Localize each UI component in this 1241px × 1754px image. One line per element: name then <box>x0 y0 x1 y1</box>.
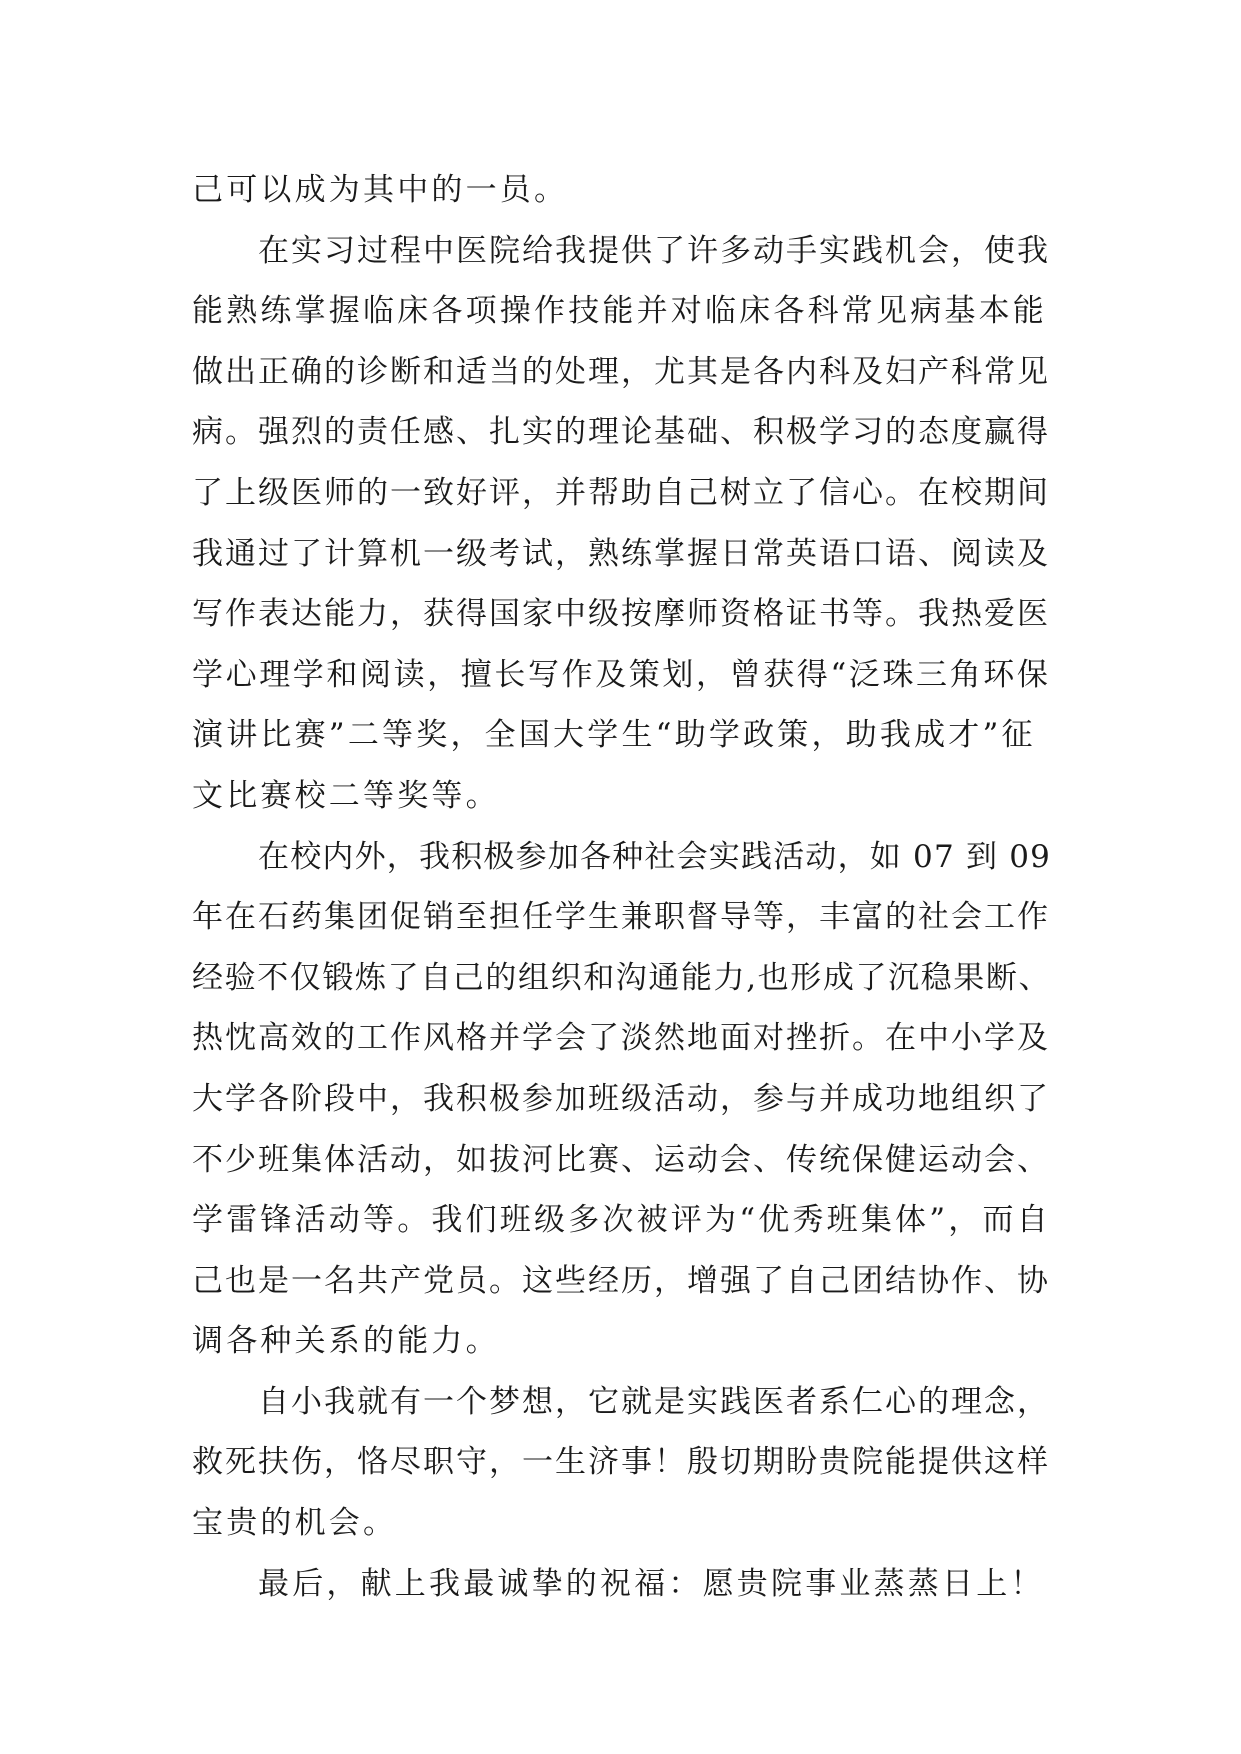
document-body <box>192 160 1052 1614</box>
text-line: 救死扶伤，恪尽职守，一生济事！殷切期盼贵院能提供这样 <box>192 1444 1050 1481</box>
text-line: 己可以成为其中的一员。 <box>192 172 569 208</box>
text-line: 年在石药集团促销至担任学生兼职督导等，丰富的社会工作 <box>192 899 1050 936</box>
text-line: 学心理学和阅读，擅长写作及策划，曾获得“泛珠三角环保 <box>192 656 1051 693</box>
text-line: 能熟练掌握临床各项操作技能并对临床各科常见病基本能 <box>192 293 1047 330</box>
text-line: 我通过了计算机一级考试，熟练掌握日常英语口语、阅读及 <box>192 535 1050 572</box>
text-line: 调各种关系的能力。 <box>192 1323 500 1360</box>
text-line: 病。强烈的责任感、扎实的理论基础、积极学习的态度赢得 <box>192 414 1050 451</box>
text-line: 自小我就有一个梦想，它就是实践医者系仁心的理念， <box>258 1383 1050 1420</box>
text-line: 学雷锋活动等。我们班级多次被评为“优秀班集体”，而自 <box>192 1202 1051 1239</box>
text-line: 文比赛校二等奖等。 <box>192 777 500 814</box>
text-line: 热忱高效的工作风格并学会了淡然地面对挫折。在中小学及 <box>192 1020 1050 1057</box>
text-line: 宝贵的机会。 <box>192 1505 398 1542</box>
text-line: 经验不仅锻炼了自己的组织和沟通能力,也形成了沉稳果断、 <box>192 959 1052 996</box>
text-line: 演讲比赛”二等奖，全国大学生“助学政策，助我成才”征 <box>192 717 1036 754</box>
text-line: 己也是一名共产党员。这些经历，增强了自己团结协作、协 <box>192 1262 1050 1299</box>
text-line: 在实习过程中医院给我提供了许多动手实践机会，使我 <box>258 232 1050 269</box>
text-line: 了上级医师的一致好评，并帮助自己树立了信心。在校期间 <box>192 474 1050 511</box>
text-line: 做出正确的诊断和适当的处理，尤其是各内科及妇产科常见 <box>192 353 1050 390</box>
text-line: 写作表达能力，获得国家中级按摩师资格证书等。我热爱医 <box>192 596 1050 633</box>
text-line: 最后，献上我最诚挚的祝福：愿贵院事业蒸蒸日上！ <box>258 1565 1045 1602</box>
text-line: 不少班集体活动，如拔河比赛、运动会、传统保健运动会、 <box>192 1141 1050 1178</box>
text-line: 大学各阶段中，我积极参加班级活动，参与并成功地组织了 <box>192 1080 1050 1117</box>
text-line: 在校内外，我积极参加各种社会实践活动，如 07 到 09 <box>258 838 1052 875</box>
